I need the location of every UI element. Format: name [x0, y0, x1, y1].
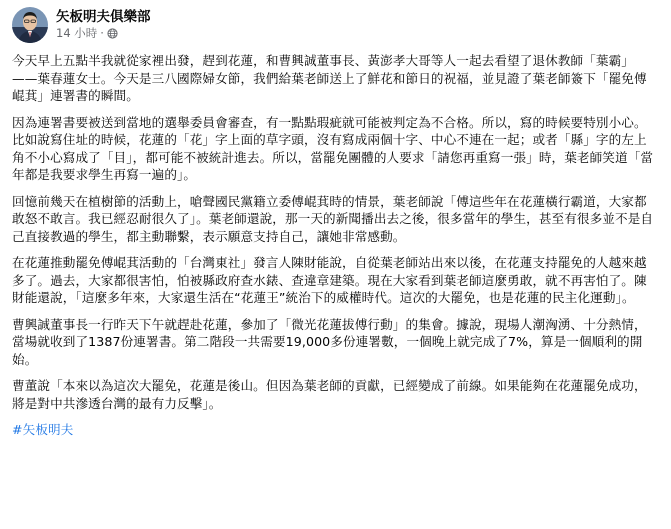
- post-paragraph: 因為連署書要被送到當地的選舉委員會審查，有一點點瑕疵就可能被判定為不合格。所以，寫的時候要特別小心。比如說寫住址的時候，花蓮的「花」字上面的草字頭，沒有寫成兩個十字、中心不連在一起；或者「縣」字的左上角不小心寫成了「目」，都可能不被統計進去。所以，當罷免團體的人要求「請您再重寫一張」時，葉老師笑道「當年都是我要求學生再寫一遍的」。: [12, 114, 654, 182]
- avatar-portrait-icon: [12, 7, 48, 43]
- page-name[interactable]: 矢板明夫俱樂部: [56, 9, 151, 25]
- post-meta: [56, 26, 151, 41]
- post-paragraph: 曹董說「本來以為這次大罷免，花蓮是後山。但因為葉老師的貢獻，已經變成了前線。如果能夠在花蓮罷免成功，將是對中共滲透台灣的最有力反擊」。: [12, 378, 647, 411]
- hashtag-link[interactable]: #矢板明夫: [12, 422, 74, 437]
- post-header: [12, 6, 659, 44]
- post-paragraph: 曹興誠董事長一行昨天下午就趕赴花蓮，參加了「微光花蓮拔傅行動」的集會。據說，現場人潮洶湧、十分熱情，當場就收到了1387份連署書。第二階段一共需要19,000多份連署數，一個晚上就完成了7%，算是一個順利的開始。: [12, 316, 647, 367]
- post-paragraph: 回憶前幾天在植樹節的活動上，嗆聲國民黨籍立委傅崐萁時的情景，葉老師說「傅這些年在花蓮橫行霸道，大家都敢怒不敢言。我已經忍耐很久了」。葉老師還說，那一天的新聞播出去之後，很多當年的學生，甚至有很多並不是自己直接教過的學生，都主動聯繫，表示願意支持自己，讓她非常感動。: [12, 193, 654, 244]
- page-avatar[interactable]: [12, 7, 48, 43]
- post-header-text: [56, 9, 151, 41]
- globe-icon[interactable]: [107, 28, 118, 39]
- hashtag-line: [12, 421, 659, 439]
- post-paragraph: 在花蓮推動罷免傅崐萁活動的「台灣東社」發言人陳財能說，自從葉老師站出來以後，在花蓮支持罷免的人越來越多了。過去，大家都很害怕，怕被縣政府查水錶、查違章建築。現在大家看到葉老師這麼勇敢，就不再害怕了。陳財能還說，「這麼多年來，大家還生活在“花蓮王”統治下的威權時代。這次的大罷免，也是花蓮的民主化運動」。: [12, 255, 647, 305]
- meta-separator: ·: [100, 26, 104, 40]
- post-timestamp[interactable]: 14 小時: [56, 26, 98, 40]
- post-paragraph: 今天早上五點半我就從家裡出發，趕到花蓮，和曹興誠董事長、黃澎孝大哥等人一起去看望了退休教師「葉霸」——葉春蓮女士。今天是三八國際婦女節，我們給葉老師送上了鮮花和節日的祝福，並見證了葉老師簽下「罷免傅崐萁」連署書的瞬間。: [12, 53, 647, 103]
- post-body: [12, 52, 659, 439]
